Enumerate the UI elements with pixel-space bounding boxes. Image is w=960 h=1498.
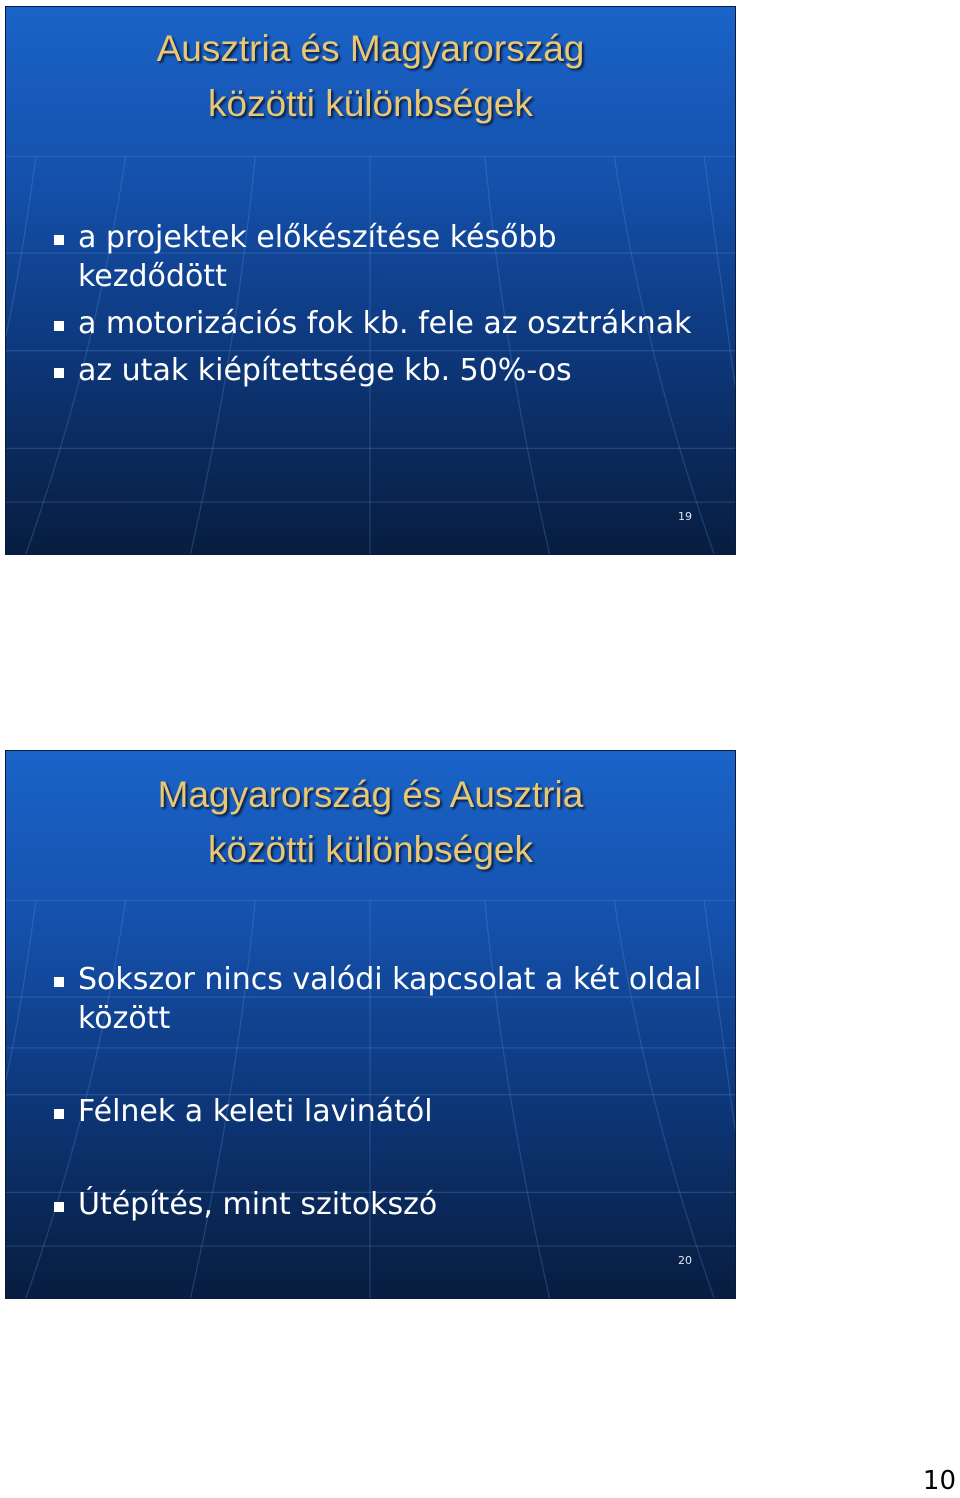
bullet-item (46, 351, 705, 390)
slide-19 (5, 6, 736, 555)
slide-number: 19 (678, 510, 692, 523)
bullet-text: Félnek a keleti lavinától (78, 1094, 433, 1129)
square-bullet-icon (54, 1202, 64, 1212)
title-line-2: közötti különbségek (208, 83, 533, 124)
title-line-1: Ausztria és Magyarország (156, 28, 585, 69)
bullet-item (46, 304, 705, 343)
slide-number: 20 (678, 1254, 692, 1267)
bullet-text: Útépítés, mint szitokszó (78, 1187, 438, 1222)
bullet-item (46, 1092, 705, 1131)
square-bullet-icon (54, 977, 64, 987)
bullet-list (46, 218, 705, 390)
bullet-item (46, 218, 705, 296)
bullet-list (46, 960, 705, 1224)
title-line-2: közötti különbségek (208, 829, 533, 870)
slide-20 (5, 750, 736, 1299)
bullet-item (46, 1185, 705, 1224)
bullet-text: az utak kiépítettsége kb. 50%-os (78, 353, 572, 388)
bullet-text: a motorizációs fok kb. fele az osztráknak (78, 306, 692, 341)
square-bullet-icon (54, 235, 64, 245)
slide-title (6, 767, 735, 877)
slide-title (6, 21, 735, 131)
square-bullet-icon (54, 321, 64, 331)
page-number: 10 (922, 1466, 956, 1496)
bullet-text: Sokszor nincs valódi kapcsolat a két oldal között (78, 962, 702, 1036)
square-bullet-icon (54, 368, 64, 378)
bullet-item (46, 960, 705, 1038)
square-bullet-icon (54, 1109, 64, 1119)
title-line-1: Magyarország és Ausztria (157, 774, 584, 815)
bullet-text: a projektek előkészítése később kezdődött (78, 220, 557, 294)
